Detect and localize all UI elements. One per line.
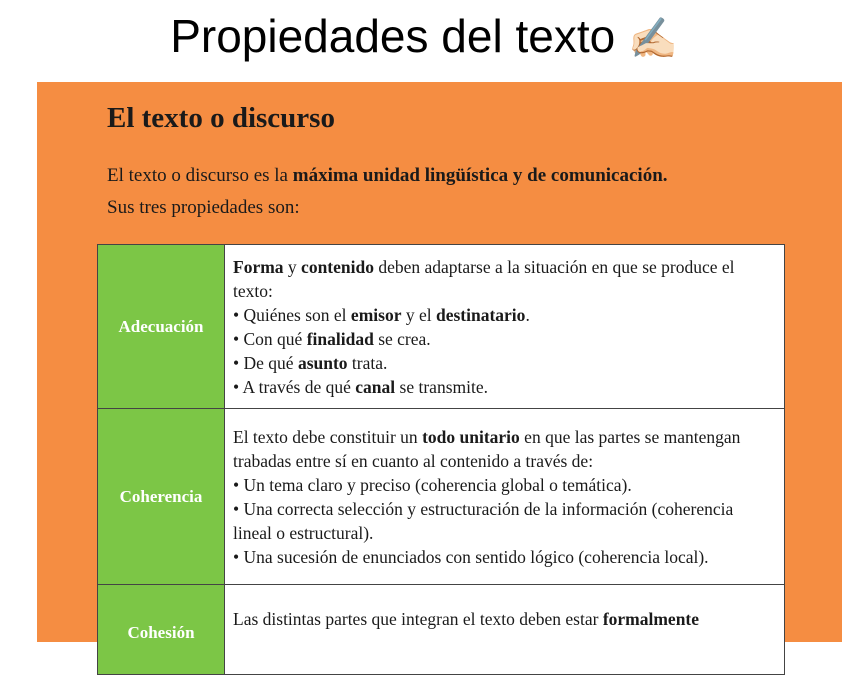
row-label-cohesion: Cohesión [98, 585, 225, 675]
bullet-bold: destinatario [435, 304, 526, 325]
bullet-text: se transmite. [395, 376, 488, 397]
adecuacion-bullet-3 [233, 351, 774, 375]
intro-line-1 [107, 160, 807, 192]
cohesion-bold: formalmente [602, 609, 700, 629]
cohesion-intro [233, 607, 774, 631]
bullet-text: . [525, 304, 530, 325]
adecuacion-bullet-2 [233, 327, 774, 351]
bullet-bold: asunto [297, 352, 348, 373]
intro-line-1-text: El texto o discurso es la [107, 165, 293, 186]
table-row-cohesion [98, 585, 785, 675]
adecuacion-text-1: y [283, 256, 302, 277]
bullet-text: trata. [347, 352, 388, 373]
adecuacion-bold-forma: Forma [233, 256, 284, 277]
bullet-text: se crea. [373, 328, 431, 349]
bullet-text: • A través de qué [233, 376, 356, 397]
bullet-bold: emisor [350, 304, 402, 325]
row-label-adecuacion: Adecuación [98, 245, 225, 409]
properties-table [97, 244, 785, 675]
bullet-bold: finalidad [306, 328, 374, 349]
writing-hand-icon: ✍🏻 [627, 17, 678, 61]
intro-text [107, 160, 807, 224]
bullet-text: • Con qué [233, 328, 307, 349]
table-row-adecuacion [98, 245, 785, 409]
coherencia-bold: todo unitario [422, 426, 520, 447]
coherencia-bullet-3: • Una sucesión de enunciados con sentido lógico (coherencia local). [233, 546, 709, 567]
adecuacion-intro [233, 255, 774, 303]
adecuacion-bold-contenido: contenido [301, 256, 374, 277]
page-title [0, 0, 848, 72]
bullet-text: y el [401, 304, 436, 325]
cohesion-text-1: Las distintas partes que integran el texto deben estar [233, 609, 603, 629]
row-content-adecuacion [225, 245, 785, 409]
row-label-coherencia: Coherencia [98, 409, 225, 585]
coherencia-text-1: El texto debe constituir un [233, 426, 423, 447]
coherencia-intro [233, 425, 774, 473]
intro-line-2: Sus tres propiedades son: [107, 197, 300, 218]
bullet-text: • Quiénes son el [233, 304, 351, 325]
adecuacion-text-2: deben adaptarse a la situación en que se produce el texto: [233, 256, 735, 301]
row-content-cohesion [225, 585, 785, 675]
adecuacion-bullet-4 [233, 375, 774, 399]
coherencia-bullet-1: • Un tema claro y preciso (coherencia global o temática). [233, 474, 632, 495]
table-row-coherencia [98, 409, 785, 585]
adecuacion-bullet-1 [233, 303, 774, 327]
text-properties-card [37, 82, 842, 642]
page-title-text: Propiedades del texto [170, 10, 616, 62]
intro-line-1-bold: máxima unidad lingüística y de comunicación. [292, 165, 668, 186]
bullet-text: • De qué [233, 352, 298, 373]
coherencia-bullet-2: • Una correcta selección y estructuración de la información (coherencia lineal o estructural). [233, 498, 734, 543]
row-content-coherencia [225, 409, 785, 585]
coherencia-text-2: en que las partes se mantengan trabadas entre sí en cuanto al contenido a través de: [233, 426, 741, 471]
card-heading: El texto o discurso [107, 102, 335, 134]
bullet-bold: canal [355, 376, 396, 397]
